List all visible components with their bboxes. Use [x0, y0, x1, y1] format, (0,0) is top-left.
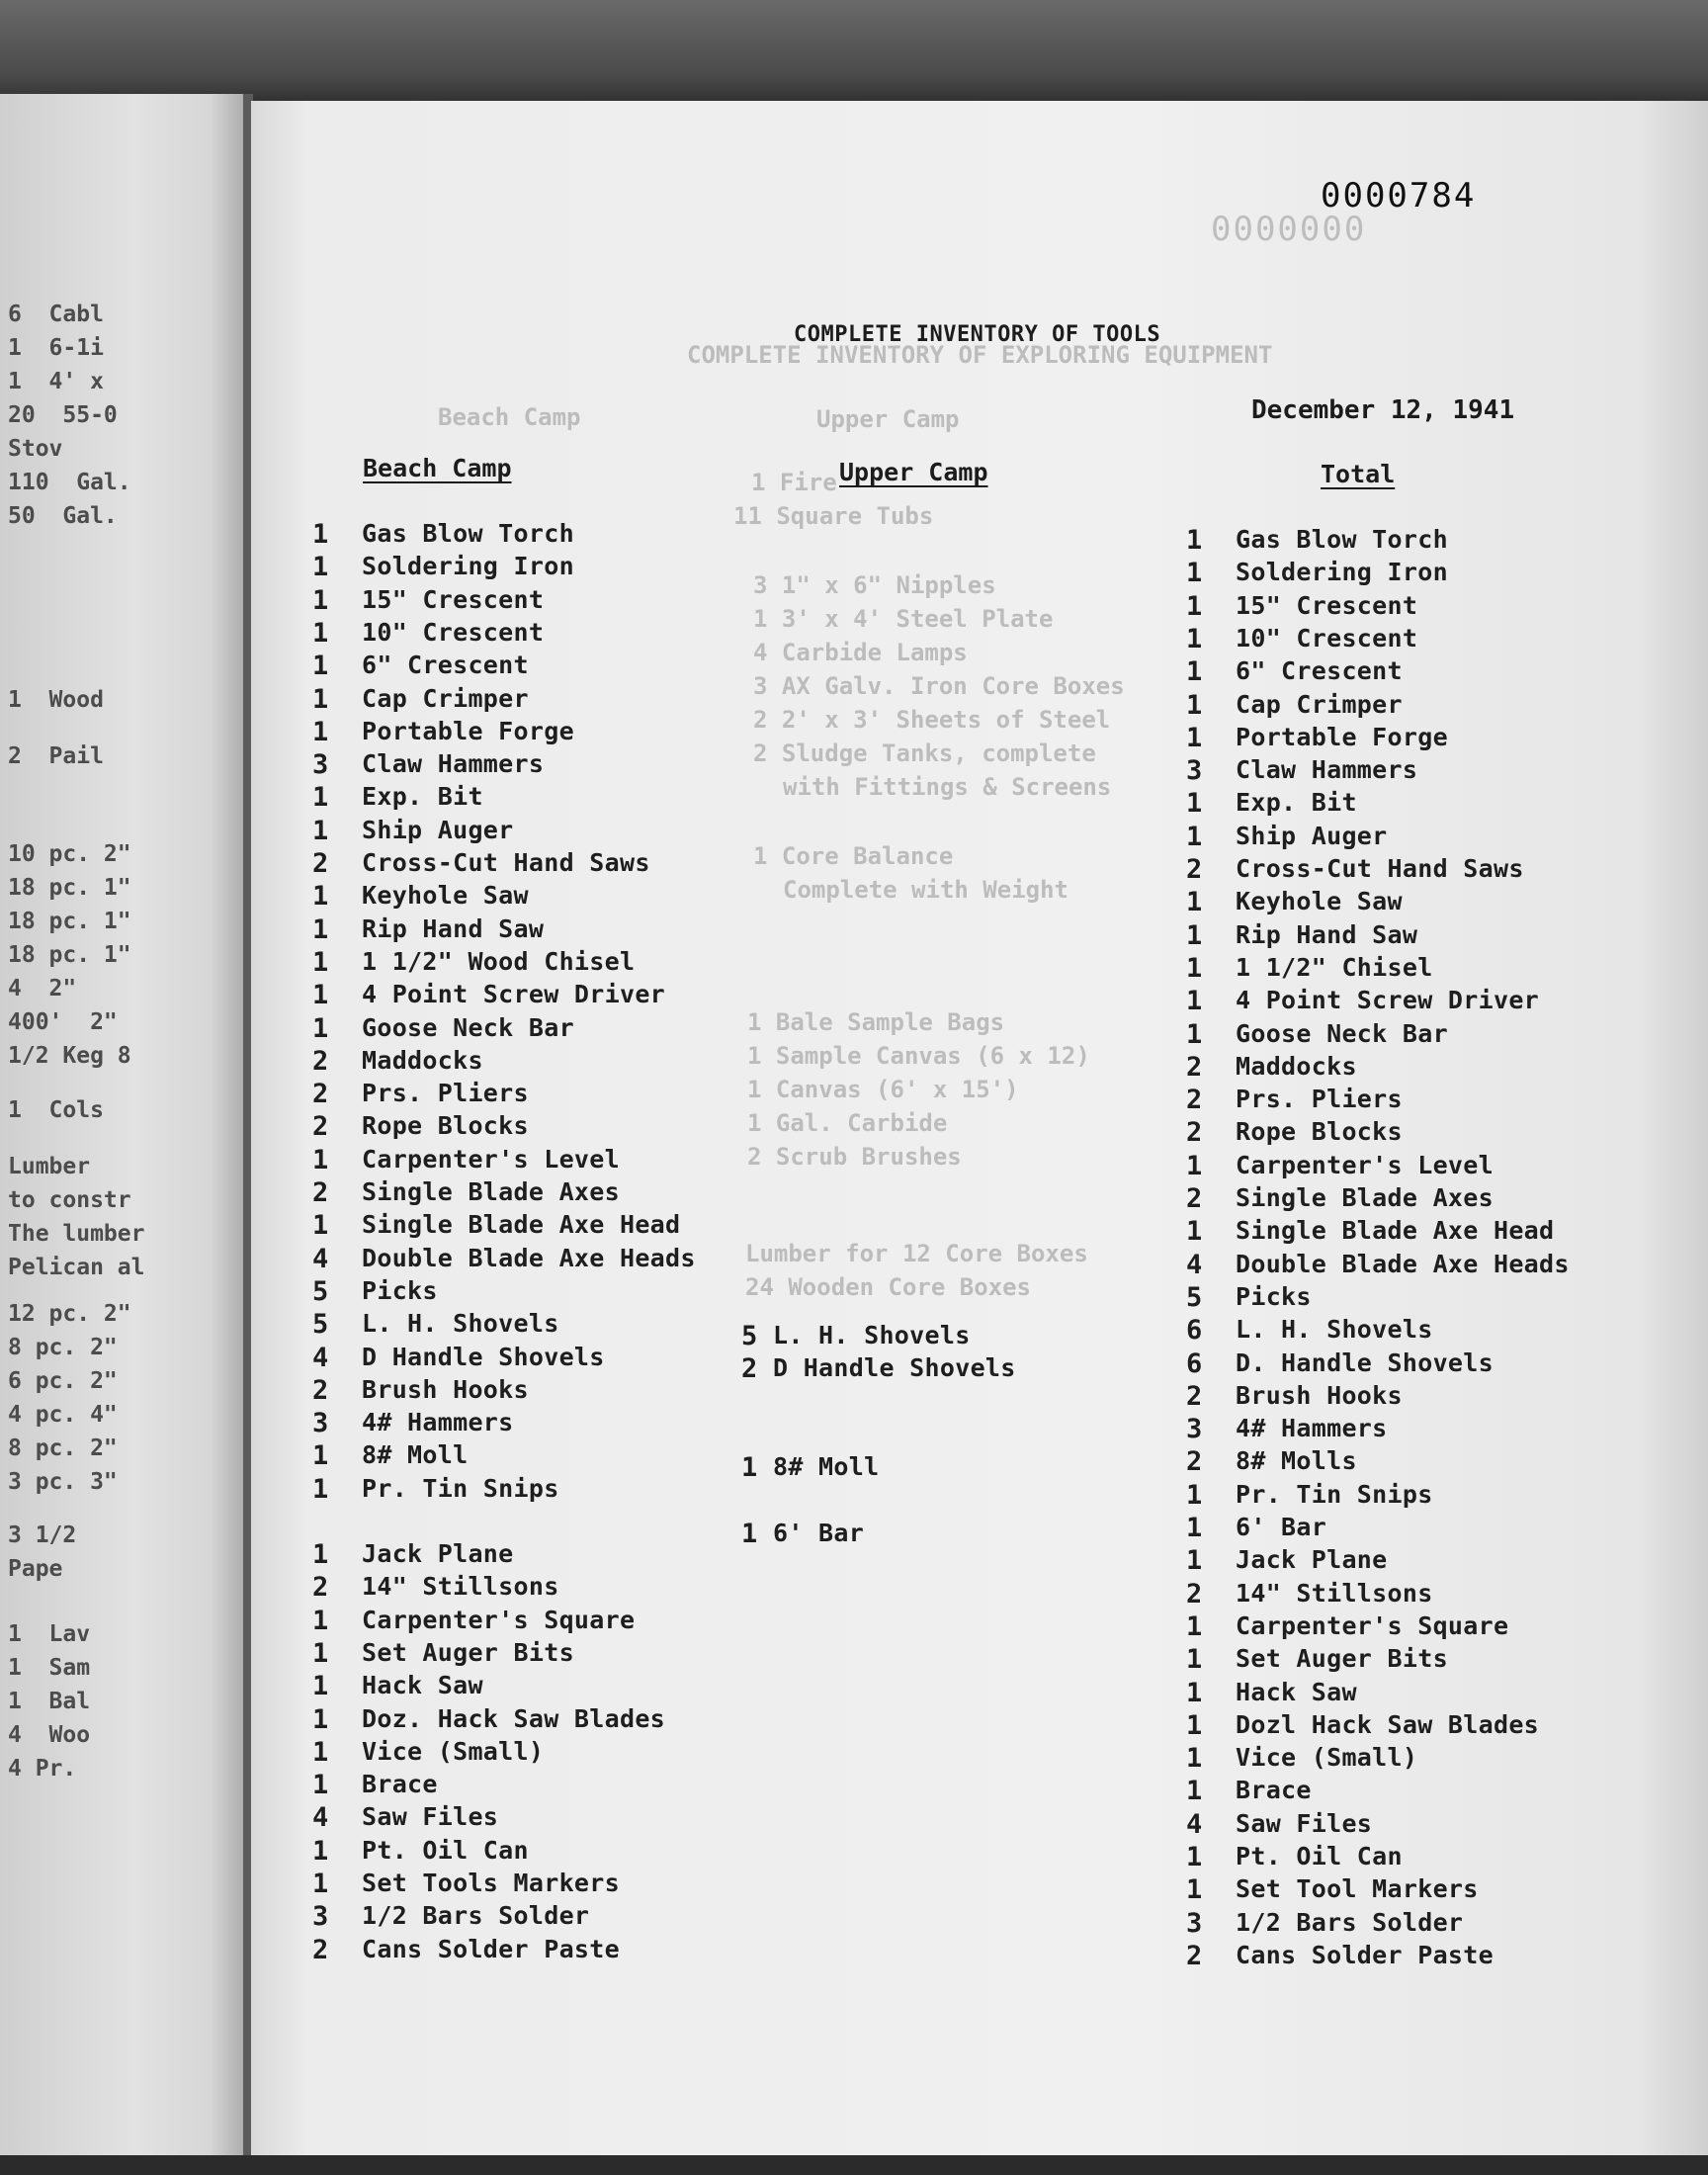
item-quantity: 3 [312, 749, 329, 781]
item-quantity: 6 [1186, 1315, 1203, 1347]
ghost-line: 1 Core Balance [753, 842, 954, 870]
item-quantity: 4 [312, 1342, 329, 1373]
left-page-line: 110 Gal. [8, 470, 131, 495]
item-name: Soldering Iron [1236, 558, 1448, 587]
item-name: Rip Hand Saw [1236, 919, 1418, 949]
item-quantity: 1 [1186, 1644, 1203, 1676]
item-quantity: 1 [1186, 722, 1203, 753]
ghost-line: 1 Gal. Carbide [747, 1109, 948, 1137]
item-name: Rip Hand Saw [362, 914, 545, 943]
item-name: Brace [1236, 1776, 1312, 1805]
ghost-line: 1 Sample Canvas (6 x 12) [747, 1042, 1090, 1070]
item-name: Brush Hooks [362, 1374, 529, 1404]
item-quantity: 1 [312, 584, 329, 616]
item-quantity: 1 [1186, 1216, 1203, 1248]
left-page-line: 1 Cols [8, 1097, 104, 1123]
ghost-line: 2 2' x 3' Sheets of Steel [753, 706, 1111, 734]
left-page-line: 3 1/2 [8, 1522, 77, 1548]
item-name: 10" Crescent [362, 617, 545, 647]
item-quantity: 1 [312, 1605, 329, 1636]
left-page-line: 1 Sam [8, 1655, 91, 1681]
document-number-ghost: 0000000 [1211, 210, 1367, 249]
item-quantity: 3 [312, 1408, 329, 1439]
item-quantity: 2 [312, 1045, 329, 1077]
left-page-line: 1 Lav [8, 1621, 91, 1647]
item-quantity: 1 [312, 1539, 329, 1570]
column-header-total: Total [1321, 460, 1396, 488]
left-page-line: 2 Pail [8, 743, 104, 769]
item-quantity: 5 [312, 1309, 329, 1341]
ghost-header: Upper Camp [816, 405, 960, 433]
item-quantity: 2 [1186, 1446, 1203, 1478]
left-page-line: Pelican al [8, 1255, 145, 1280]
item-quantity: 1 [312, 1835, 329, 1867]
item-name: Cross-Cut Hand Saws [362, 848, 650, 877]
ghost-line: 2 Sludge Tanks, complete [753, 740, 1096, 767]
item-name: Set Tools Markers [362, 1869, 620, 1897]
left-page-line: Lumber [8, 1154, 91, 1179]
ghost-line: 4 Carbide Lamps [753, 639, 968, 666]
item-name: Pr. Tin Snips [362, 1473, 559, 1503]
item-name: 8# Moll [362, 1440, 469, 1470]
item-name: Soldering Iron [362, 552, 574, 581]
item-quantity: 2 [312, 1079, 329, 1110]
left-page-fragment [0, 94, 247, 2155]
item-quantity: 1 [1186, 1018, 1203, 1050]
item-name: 14" Stillsons [1236, 1578, 1433, 1608]
left-page-line: Stov [8, 436, 63, 462]
item-name: Set Auger Bits [1236, 1644, 1448, 1674]
item-quantity: 1 [312, 815, 329, 846]
item-name: 6" Crescent [1236, 656, 1403, 686]
item-quantity: 1 [1186, 1150, 1203, 1181]
item-name: Brush Hooks [1236, 1380, 1403, 1410]
item-quantity: 1 [312, 946, 329, 978]
item-quantity: 1 [1186, 788, 1203, 820]
item-quantity: 1 [1186, 623, 1203, 654]
item-name: Portable Forge [1236, 722, 1448, 751]
ghost-line: with Fittings & Screens [783, 773, 1112, 801]
item-quantity: 1 [741, 1452, 758, 1483]
item-quantity: 1 [1186, 1479, 1203, 1511]
item-quantity: 3 [1186, 755, 1203, 787]
item-quantity: 3 [1186, 1414, 1203, 1445]
item-quantity: 1 [312, 519, 329, 550]
document-number: 0000784 [1321, 176, 1477, 216]
item-name: Jack Plane [362, 1539, 514, 1568]
item-name: Cans Solder Paste [1236, 1940, 1494, 1969]
left-page-line: 10 pc. 2" [8, 841, 131, 867]
item-name: L. H. Shovels [362, 1309, 559, 1339]
ghost-line: 3 1" x 6" Nipples [753, 571, 996, 599]
item-quantity: 1 [1186, 1874, 1203, 1906]
item-name: Cap Crimper [362, 683, 529, 713]
item-name: 10" Crescent [1236, 623, 1418, 652]
item-quantity: 1 [741, 1519, 758, 1549]
item-quantity: 1 [312, 1473, 329, 1505]
item-name: Portable Forge [362, 716, 574, 745]
item-name: Maddocks [362, 1045, 483, 1075]
left-page-line: to constr [8, 1187, 131, 1213]
item-name: Brace [362, 1770, 438, 1799]
left-page-line: 1 6-1i [8, 335, 104, 361]
item-quantity: 1 [312, 1703, 329, 1735]
item-quantity: 1 [312, 1671, 329, 1702]
ghost-line: 2 Scrub Brushes [747, 1143, 962, 1171]
item-name: 1 1/2" Wood Chisel [362, 946, 636, 976]
item-quantity: 1 [1186, 689, 1203, 721]
item-name: L. H. Shovels [773, 1321, 971, 1349]
item-name: Set Auger Bits [362, 1637, 574, 1667]
item-quantity: 1 [1186, 1610, 1203, 1642]
item-name: 6' Bar [1236, 1513, 1327, 1541]
ghost-line: 1 Fire [751, 469, 837, 496]
item-quantity: 1 [1186, 590, 1203, 622]
left-page-line: Pape [8, 1556, 63, 1582]
item-quantity: 3 [312, 1901, 329, 1933]
item-name: Goose Neck Bar [1236, 1018, 1448, 1048]
item-name: Doz. Hack Saw Blades [362, 1703, 666, 1733]
item-quantity: 4 [312, 1802, 329, 1834]
item-name: Prs. Pliers [362, 1079, 529, 1108]
item-quantity: 1 [312, 552, 329, 583]
item-quantity: 2 [1186, 1183, 1203, 1214]
item-name: Cross-Cut Hand Saws [1236, 854, 1524, 883]
left-page-line: 1/2 Keg 8 [8, 1043, 131, 1069]
item-name: 8# Molls [1236, 1446, 1357, 1476]
item-quantity: 5 [741, 1321, 758, 1351]
item-quantity: 1 [312, 1736, 329, 1768]
ghost-line: 24 Wooden Core Boxes [745, 1273, 1031, 1301]
item-name: Single Blade Axe Head [1236, 1216, 1555, 1246]
item-quantity: 1 [1186, 1677, 1203, 1708]
left-page-line: 18 pc. 1" [8, 942, 131, 968]
item-quantity: 1 [312, 914, 329, 945]
left-page-line: 4 Woo [8, 1722, 91, 1748]
left-page-line: 4 Pr. [8, 1756, 77, 1782]
item-name: 15" Crescent [362, 584, 545, 614]
item-name: Single Blade Axes [362, 1177, 620, 1206]
item-quantity: 1 [1186, 558, 1203, 589]
item-quantity: 1 [312, 881, 329, 913]
item-quantity: 1 [1186, 1545, 1203, 1577]
ghost-header: Beach Camp [438, 403, 581, 431]
item-name: 14" Stillsons [362, 1572, 559, 1602]
item-name: Ship Auger [1236, 821, 1388, 850]
item-name: Double Blade Axe Heads [1236, 1249, 1570, 1278]
column-header-upper-camp: Upper Camp [839, 458, 988, 486]
item-name: Keyhole Saw [1236, 887, 1403, 916]
item-quantity: 4 [1186, 1249, 1203, 1280]
item-name: L. H. Shovels [1236, 1315, 1433, 1345]
item-name: Single Blade Axes [1236, 1183, 1494, 1212]
item-quantity: 2 [1186, 1380, 1203, 1412]
item-name: Carpenter's Square [1236, 1610, 1509, 1640]
left-page-line: 18 pc. 1" [8, 875, 131, 901]
item-name: Hack Saw [362, 1671, 483, 1700]
item-name: Claw Hammers [362, 749, 545, 779]
item-quantity: 2 [1186, 1117, 1203, 1149]
left-page-line: 50 Gal. [8, 503, 118, 529]
item-quantity: 1 [312, 651, 329, 682]
item-quantity: 2 [312, 1111, 329, 1143]
left-page-line: 12 pc. 2" [8, 1301, 131, 1327]
item-quantity: 2 [312, 1572, 329, 1604]
item-quantity: 1 [1186, 1842, 1203, 1872]
item-quantity: 1 [312, 1637, 329, 1669]
item-name: D. Handle Shovels [1236, 1348, 1494, 1377]
item-quantity: 1 [312, 1440, 329, 1472]
item-name: 8# Moll [773, 1452, 880, 1481]
item-quantity: 2 [1186, 1085, 1203, 1116]
item-quantity: 3 [1186, 1907, 1203, 1939]
item-name: Prs. Pliers [1236, 1085, 1403, 1114]
item-name: Carpenter's Level [1236, 1150, 1494, 1179]
item-name: Vice (Small) [1236, 1743, 1418, 1773]
item-name: Cap Crimper [1236, 689, 1403, 719]
left-page-line: 8 pc. 2" [8, 1436, 118, 1461]
item-quantity: 2 [1186, 854, 1203, 885]
item-name: Saw Files [362, 1802, 499, 1832]
item-name: Saw Files [1236, 1808, 1373, 1838]
item-quantity: 2 [1186, 1051, 1203, 1083]
item-name: 4# Hammers [362, 1408, 514, 1437]
item-quantity: 2 [741, 1353, 758, 1384]
ghost-line: 1 Bale Sample Bags [747, 1008, 1005, 1036]
item-name: Keyhole Saw [362, 881, 529, 911]
left-page-line: 1 Bal [8, 1689, 91, 1714]
item-quantity: 1 [1186, 1776, 1203, 1807]
ghost-line: 11 Square Tubs [733, 502, 934, 530]
item-name: Goose Neck Bar [362, 1012, 574, 1042]
item-quantity: 1 [1186, 986, 1203, 1017]
ghost-line: Complete with Weight [783, 876, 1068, 904]
item-name: Maddocks [1236, 1051, 1357, 1081]
item-name: 1/2 Bars Solder [1236, 1907, 1464, 1937]
item-name: Carpenter's Level [362, 1144, 620, 1174]
left-page-line: 8 pc. 2" [8, 1335, 118, 1360]
item-quantity: 2 [1186, 1940, 1203, 1971]
item-name: Rope Blocks [362, 1111, 529, 1141]
item-name: 6' Bar [773, 1519, 865, 1547]
item-name: Ship Auger [362, 815, 514, 844]
left-page-line: 3 pc. 3" [8, 1469, 118, 1495]
left-page-line: 4 2" [8, 976, 77, 1001]
item-quantity: 1 [312, 1770, 329, 1801]
left-page-line: 6 pc. 2" [8, 1368, 118, 1394]
item-name: 4 Point Screw Driver [1236, 986, 1540, 1015]
column-header-beach-camp: Beach Camp [363, 454, 512, 482]
ghost-line: 3 AX Galv. Iron Core Boxes [753, 672, 1125, 700]
item-quantity: 1 [312, 617, 329, 649]
item-quantity: 5 [1186, 1281, 1203, 1313]
item-name: Picks [362, 1275, 438, 1305]
item-quantity: 1 [312, 1012, 329, 1044]
item-name: Pr. Tin Snips [1236, 1479, 1433, 1509]
item-name: 6" Crescent [362, 651, 529, 680]
item-quantity: 1 [312, 1869, 329, 1899]
item-name: Exp. Bit [1236, 788, 1357, 818]
item-quantity: 1 [312, 683, 329, 715]
item-quantity: 1 [1186, 525, 1203, 556]
item-quantity: 1 [1186, 919, 1203, 951]
item-quantity: 1 [1186, 952, 1203, 984]
item-name: Carpenter's Square [362, 1605, 636, 1634]
item-name: Gas Blow Torch [1236, 525, 1448, 554]
item-name: 4# Hammers [1236, 1414, 1388, 1443]
item-quantity: 1 [1186, 656, 1203, 688]
scanner-top-edge [0, 0, 1708, 109]
document-title: COMPLETE INVENTORY OF TOOLS [794, 322, 1161, 347]
item-name: 1 1/2" Chisel [1236, 952, 1433, 982]
left-page-line: 400' 2" [8, 1009, 118, 1035]
item-quantity: 1 [312, 980, 329, 1011]
item-quantity: 6 [1186, 1348, 1203, 1379]
item-name: 1/2 Bars Solder [362, 1901, 590, 1931]
ghost-title: COMPLETE INVENTORY OF EXPLORING EQUIPMENT [687, 341, 1273, 369]
item-quantity: 1 [312, 1210, 329, 1242]
item-name: Pt. Oil Can [362, 1835, 529, 1865]
left-page-line: 1 Wood [8, 687, 104, 713]
item-quantity: 1 [1186, 821, 1203, 852]
item-quantity: 4 [312, 1243, 329, 1274]
item-quantity: 2 [312, 848, 329, 879]
item-quantity: 2 [312, 1934, 329, 1965]
item-name: Vice (Small) [362, 1736, 545, 1766]
item-quantity: 2 [312, 1374, 329, 1406]
item-name: Jack Plane [1236, 1545, 1388, 1575]
scanner-bottom-edge [0, 2155, 1708, 2175]
document-date: December 12, 1941 [1251, 395, 1515, 425]
left-page-line: 1 4' x [8, 369, 104, 394]
ghost-line: 1 Canvas (6' x 15') [747, 1076, 1019, 1103]
item-name: 4 Point Screw Driver [362, 980, 666, 1009]
item-quantity: 1 [1186, 887, 1203, 918]
item-name: Pt. Oil Can [1236, 1842, 1403, 1870]
left-page-line: The lumber [8, 1221, 145, 1247]
item-quantity: 1 [1186, 1513, 1203, 1543]
left-page-line: 20 55-0 [8, 402, 118, 428]
item-name: Picks [1236, 1281, 1312, 1311]
item-name: Exp. Bit [362, 782, 483, 812]
item-name: Dozl Hack Saw Blades [1236, 1709, 1540, 1739]
left-page-line: 4 pc. 4" [8, 1402, 118, 1428]
item-quantity: 1 [312, 1144, 329, 1175]
item-name: D Handle Shovels [773, 1353, 1016, 1382]
item-name: Rope Blocks [1236, 1117, 1403, 1147]
item-name: Gas Blow Torch [362, 519, 574, 548]
item-quantity: 1 [312, 716, 329, 747]
item-quantity: 1 [1186, 1743, 1203, 1775]
ghost-line: Lumber for 12 Core Boxes [745, 1240, 1088, 1267]
item-quantity: 4 [1186, 1808, 1203, 1840]
item-quantity: 5 [312, 1275, 329, 1307]
item-quantity: 2 [312, 1177, 329, 1208]
item-quantity: 2 [1186, 1578, 1203, 1610]
item-name: Cans Solder Paste [362, 1934, 620, 1963]
item-quantity: 1 [1186, 1709, 1203, 1741]
item-name: Set Tool Markers [1236, 1874, 1479, 1904]
item-name: Single Blade Axe Head [362, 1210, 681, 1240]
item-name: Double Blade Axe Heads [362, 1243, 696, 1272]
item-name: D Handle Shovels [362, 1342, 605, 1371]
left-page-line: 6 Cabl [8, 302, 104, 327]
ghost-line: 1 3' x 4' Steel Plate [753, 605, 1054, 633]
item-name: Claw Hammers [1236, 755, 1418, 785]
item-name: 15" Crescent [1236, 590, 1418, 620]
item-name: Hack Saw [1236, 1677, 1357, 1706]
left-page-line: 18 pc. 1" [8, 909, 131, 934]
item-quantity: 1 [312, 782, 329, 814]
